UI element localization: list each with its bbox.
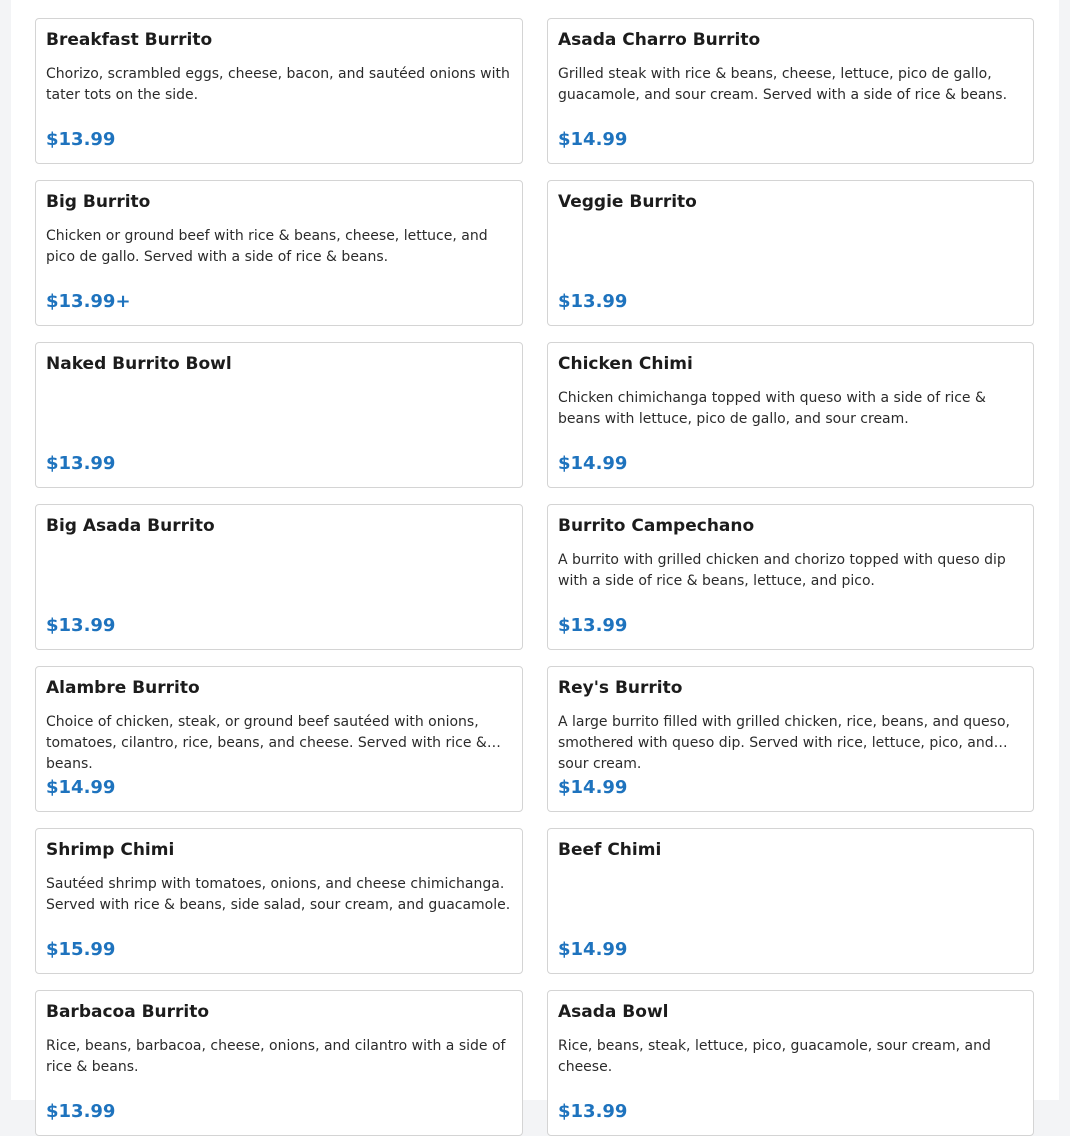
menu-item-price: $15.99 xyxy=(46,939,116,960)
menu-item-name: Naked Burrito Bowl xyxy=(46,354,232,374)
menu-item-name: Asada Charro Burrito xyxy=(558,30,761,50)
menu-item-name: Big Asada Burrito xyxy=(46,516,215,536)
menu-item-card[interactable] xyxy=(547,504,1034,650)
menu-item-name: Chicken Chimi xyxy=(558,354,693,374)
menu-item-name: Barbacoa Burrito xyxy=(46,1002,210,1022)
menu-item-price: $13.99 xyxy=(558,615,628,636)
menu-item-price: $13.99 xyxy=(46,129,116,150)
menu-item-description: Chicken chimichanga topped with queso with a side of rice & beans with lettuce, pico de gallo, and sour cream. xyxy=(558,390,986,427)
menu-item-description: Rice, beans, steak, lettuce, pico, guacamole, sour cream, and cheese. xyxy=(558,1038,991,1075)
menu-item-description: Sautéed shrimp with tomatoes, onions, and cheese chimichanga. Served with rice & beans, side salad, sour cream, and guacamole. xyxy=(46,876,511,913)
menu-item-price: $14.99 xyxy=(558,129,628,150)
menu-item-card[interactable] xyxy=(35,990,523,1136)
menu-item-price: $13.99 xyxy=(46,453,116,474)
menu-item-price: $13.99 xyxy=(558,1101,628,1122)
menu-item-name: Shrimp Chimi xyxy=(46,840,175,860)
menu-item-price: $13.99 xyxy=(558,291,628,312)
menu-item-description: A large burrito filled with grilled chicken, rice, beans, and queso, smothered with queso dip. Served with rice, lettuce, pico, and sour cream. xyxy=(558,714,1010,772)
menu-item-card[interactable] xyxy=(547,18,1034,164)
menu-item-card[interactable] xyxy=(547,828,1034,974)
menu-item-name: Veggie Burrito xyxy=(558,192,697,212)
menu-item-price: $13.99+ xyxy=(46,291,131,312)
menu-item-name: Beef Chimi xyxy=(558,840,662,860)
menu-item-name: Rey's Burrito xyxy=(558,678,683,698)
menu-item-card[interactable] xyxy=(35,18,523,164)
menu-item-card[interactable] xyxy=(35,828,523,974)
menu-item-description: Chicken or ground beef with rice & beans, cheese, lettuce, and pico de gallo. Served with a side of rice & beans. xyxy=(46,228,488,265)
menu-item-name: Burrito Campechano xyxy=(558,516,755,536)
menu-item-card[interactable] xyxy=(35,666,523,812)
menu-item-price: $14.99 xyxy=(558,453,628,474)
menu-item-description: Chorizo, scrambled eggs, cheese, bacon, and sautéed onions with tater tots on the side. xyxy=(46,66,510,103)
menu-item-price: $13.99 xyxy=(46,1101,116,1122)
menu-item-description: Choice of chicken, steak, or ground beef sautéed with onions, tomatoes, cilantro, rice, beans, and cheese. Served with rice & beans. xyxy=(46,714,487,772)
menu-item-description: A burrito with grilled chicken and chorizo topped with queso dip with a side of rice & beans, lettuce, and pico. xyxy=(558,552,1006,589)
menu-item-name: Breakfast Burrito xyxy=(46,30,213,50)
menu-item-name: Asada Bowl xyxy=(558,1002,669,1022)
menu-item-description xyxy=(46,388,512,430)
menu-item-card[interactable] xyxy=(547,990,1034,1136)
menu-item-card[interactable] xyxy=(35,504,523,650)
menu-item-card[interactable] xyxy=(547,180,1034,326)
menu-item-card[interactable] xyxy=(547,666,1034,812)
menu-item-description xyxy=(558,226,1023,268)
menu-item-card[interactable] xyxy=(35,180,523,326)
menu-item-price: $13.99 xyxy=(46,615,116,636)
menu-item-price: $14.99 xyxy=(558,777,628,798)
menu-page xyxy=(11,0,1059,1122)
menu-item-name: Alambre Burrito xyxy=(46,678,200,698)
menu-item-description: Rice, beans, barbacoa, cheese, onions, and cilantro with a side of rice & beans. xyxy=(46,1038,506,1075)
menu-item-name: Big Burrito xyxy=(46,192,151,212)
menu-item-description xyxy=(46,550,512,592)
menu-item-description: Grilled steak with rice & beans, cheese, lettuce, pico de gallo, guacamole, and sour cream. Served with a side of rice & beans. xyxy=(558,66,1008,103)
menu-item-description xyxy=(558,874,1023,916)
menu-item-card[interactable] xyxy=(547,342,1034,488)
menu-item-price: $14.99 xyxy=(46,777,116,798)
menu-item-grid xyxy=(35,18,1034,1136)
menu-item-card[interactable] xyxy=(35,342,523,488)
menu-item-price: $14.99 xyxy=(558,939,628,960)
